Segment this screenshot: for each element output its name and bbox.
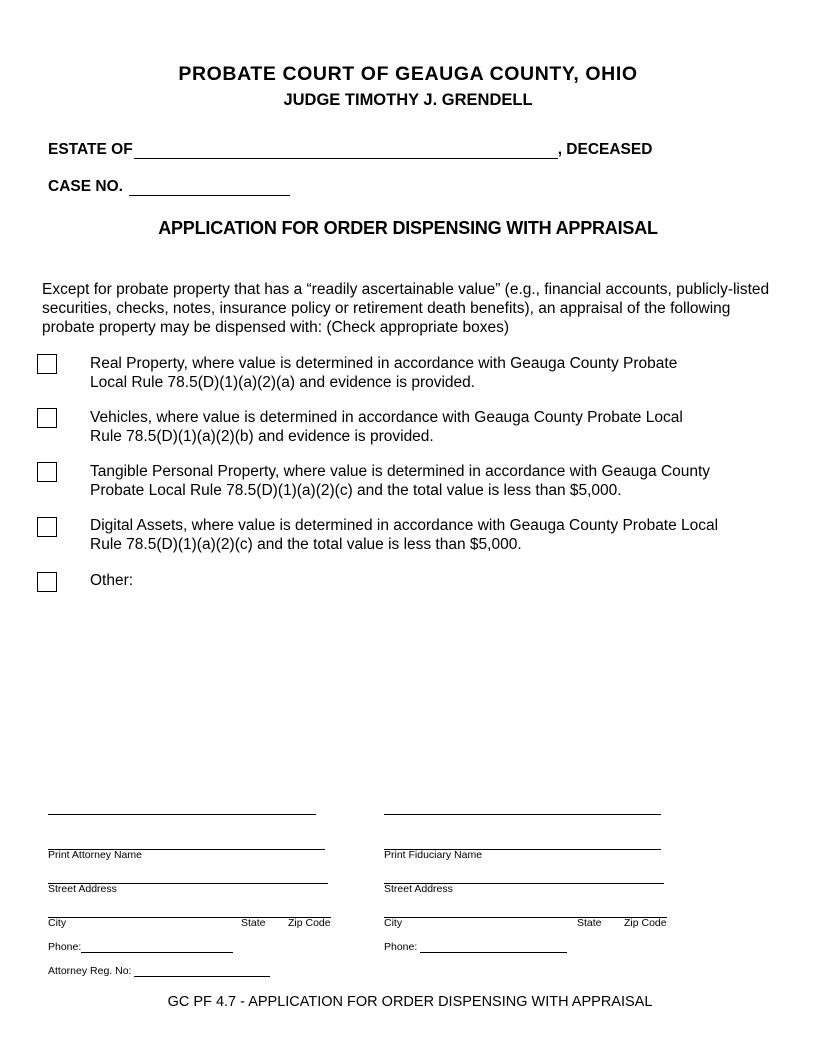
form-title: APPLICATION FOR ORDER DISPENSING WITH APPRAISAL: [158, 218, 658, 238]
estate-name-field[interactable]: [134, 142, 558, 159]
deceased-label: , DECEASED: [557, 141, 653, 158]
fiduciary-phone-field[interactable]: [420, 942, 567, 953]
digital-assets-checkbox[interactable]: [37, 517, 57, 537]
attorney-phone-field[interactable]: [81, 942, 233, 953]
option-text-line: Tangible Personal Property, where value is determined in accordance with Geauga County: [90, 463, 711, 480]
attorney-address-label: Street Address: [48, 883, 117, 895]
vehicles-option: [90, 409, 750, 446]
option-text-line: Vehicles, where value is determined in accordance with Geauga County Probate Local: [90, 409, 683, 426]
fiduciary-zip-label: Zip Code: [624, 917, 667, 929]
fiduciary-city-label: City: [384, 917, 403, 929]
footer-prefix: GC PF: [167, 994, 212, 1010]
option-text-line: Other:: [90, 572, 134, 589]
option-text-line: Probate Local Rule 78.5(D)(1)(a)(2)(c) and the total value is less than $5,000.: [90, 481, 622, 499]
case-number-field[interactable]: [129, 179, 290, 196]
attorney-reg-row: [48, 965, 270, 977]
option-text-line: Digital Assets, where value is determined in accordance with Geauga County Probate Local: [90, 517, 719, 534]
footer-number: 4.7: [215, 994, 237, 1010]
attorney-name-label: Print Attorney Name: [48, 849, 142, 861]
fiduciary-address-label: Street Address: [384, 883, 453, 895]
option-text-line: Real Property, where value is determined in accordance with Geauga County Probate: [90, 355, 678, 372]
case-row: [48, 178, 290, 196]
other-option: [90, 572, 750, 591]
footer-title: - APPLICATION FOR ORDER DISPENSING WITH APPRAISAL: [240, 994, 653, 1010]
option-text-line: Local Rule 78.5(D)(1)(a)(2)(a) and evidence is provided.: [90, 373, 476, 391]
attorney-state-label: State: [241, 917, 266, 929]
fiduciary-state-label: State: [577, 917, 602, 929]
fiduciary-name-label: Print Fiduciary Name: [384, 849, 483, 861]
attorney-phone-row: [48, 941, 233, 953]
other-checkbox[interactable]: [37, 572, 57, 592]
vehicles-checkbox[interactable]: [37, 408, 57, 428]
real-property-option: [90, 355, 750, 392]
court-title: PROBATE COURT OF GEAUGA COUNTY, OHIO: [178, 63, 638, 85]
attorney-city-label: City: [48, 917, 67, 929]
intro-paragraph: Except for probate property that has a “readily ascertainable value” (e.g., financial accounts, publicly-listed securities, checks, notes, insurance policy or retirement death benefits), an appraisal of the following probate property may be dispensed with: (Check appropriate boxes): [42, 281, 770, 336]
form-footer: [0, 994, 816, 1010]
fiduciary-phone-row: [384, 941, 567, 953]
attorney-reg-field[interactable]: [134, 966, 270, 977]
estate-row: [48, 141, 652, 159]
attorney-phone-label: Phone:: [48, 941, 82, 953]
judge-name: JUDGE TIMOTHY J. GRENDELL: [283, 91, 533, 109]
option-text-line: Rule 78.5(D)(1)(a)(2)(b) and evidence is provided.: [90, 427, 434, 445]
real-property-checkbox[interactable]: [37, 354, 57, 374]
digital-assets-option: [90, 517, 750, 554]
attorney-signature-line[interactable]: [48, 814, 316, 815]
option-text-line: Rule 78.5(D)(1)(a)(2)(c) and the total value is less than $5,000.: [90, 535, 522, 553]
fiduciary-phone-label: Phone:: [384, 941, 418, 953]
estate-label: ESTATE OF: [48, 141, 133, 158]
tangible-property-checkbox[interactable]: [37, 462, 57, 482]
attorney-zip-label: Zip Code: [288, 917, 331, 929]
tangible-property-option: [90, 463, 750, 500]
attorney-reg-label: Attorney Reg. No:: [48, 965, 132, 977]
fiduciary-signature-line[interactable]: [384, 814, 661, 815]
case-number-label: CASE NO.: [48, 178, 123, 195]
